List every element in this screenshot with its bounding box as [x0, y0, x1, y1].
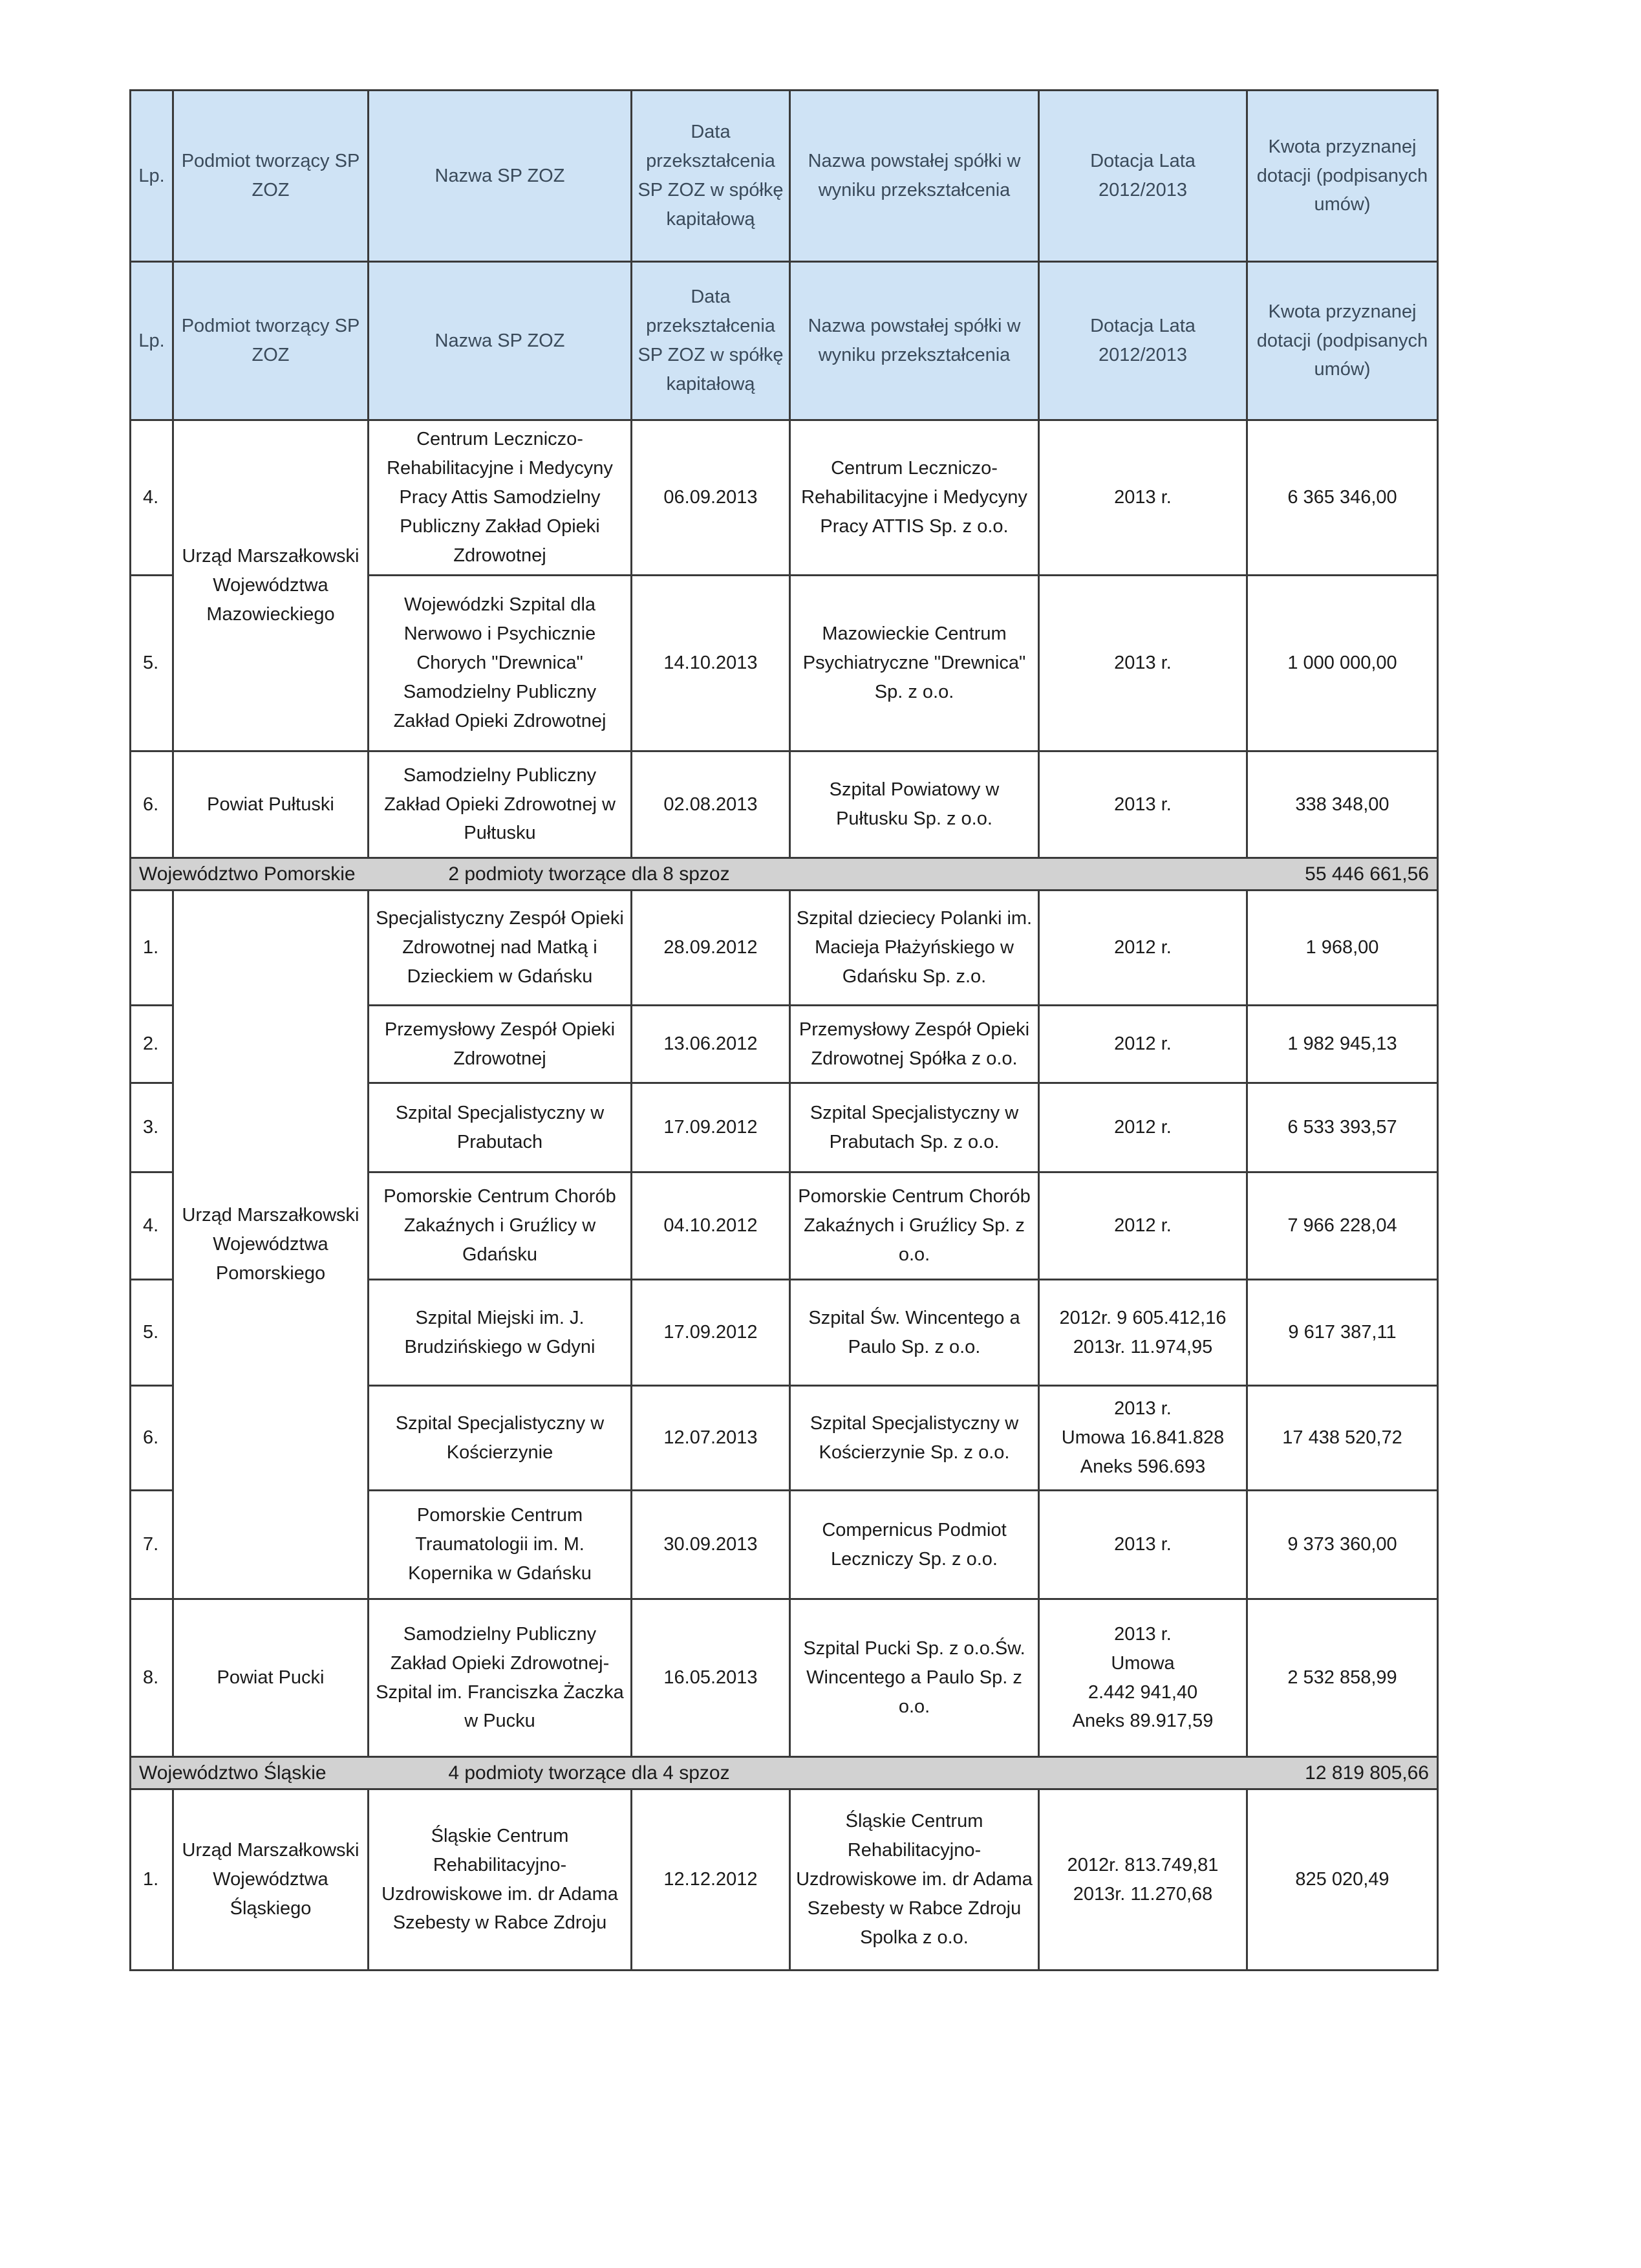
row-dotacja: 2013 r. Umowa 16.841.828 Aneks 596.693 — [1039, 1386, 1247, 1491]
row-nazwa: Centrum Leczniczo-Rehabilitacyjne i Medycyny Pracy Attis Samodzielny Publiczny Zakład Opieki Zdrowotnej — [369, 420, 632, 576]
row-dotacja: 2012 r. — [1039, 1006, 1247, 1083]
row-data: 30.09.2013 — [632, 1491, 790, 1599]
row-kwota: 9 373 360,00 — [1247, 1491, 1438, 1599]
row-kwota: 338 348,00 — [1247, 751, 1438, 858]
row-spolka: Szpital Powiatowy w Pułtusku Sp. z o.o. — [790, 751, 1039, 858]
row-lp: 1. — [131, 1789, 173, 1971]
row-data: 16.05.2013 — [632, 1599, 790, 1757]
header-row — [131, 91, 1438, 262]
row-kwota: 9 617 387,11 — [1247, 1280, 1438, 1386]
row-data: 12.07.2013 — [632, 1386, 790, 1491]
row-nazwa: Szpital Specjalistyczny w Kościerzynie — [369, 1386, 632, 1491]
row-nazwa: Samodzielny Publiczny Zakład Opieki Zdrowotnej w Pułtusku — [369, 751, 632, 858]
header-nazwa: Nazwa SP ZOZ — [369, 91, 632, 262]
row-data: 13.06.2012 — [632, 1006, 790, 1083]
row-organ: Powiat Pułtuski — [173, 751, 369, 858]
row-dotacja: 2013 r. — [1039, 1491, 1247, 1599]
summary-row — [131, 858, 1438, 891]
header-lp: Lp. — [131, 91, 173, 262]
row-data: 17.09.2012 — [632, 1083, 790, 1172]
row-dotacja: 2012r. 813.749,81 2013r. 11.270,68 — [1039, 1789, 1247, 1971]
row-dotacja: 2012 r. — [1039, 891, 1247, 1006]
header-data: Data przekształcenia SP ZOZ w spółkę kapitałową — [632, 91, 790, 262]
header-dotacja: Dotacja Lata 2012/2013 — [1039, 91, 1247, 262]
row-data: 12.12.2012 — [632, 1789, 790, 1971]
dotacje-table — [129, 89, 1439, 1971]
row-lp: 4. — [131, 1172, 173, 1280]
row-spolka: Pomorskie Centrum Chorób Zakaźnych i Gruźlicy Sp. z o.o. — [790, 1172, 1039, 1280]
row-spolka: Szpital Specjalistyczny w Prabutach Sp. z o.o. — [790, 1083, 1039, 1172]
summary-count: 4 podmioty tworzące dla 4 spzoz — [448, 1762, 730, 1784]
summary-cell — [131, 858, 1438, 891]
row-dotacja: 2012 r. — [1039, 1083, 1247, 1172]
row-data: 14.10.2013 — [632, 576, 790, 751]
row-lp: 1. — [131, 891, 173, 1006]
row-kwota: 1 968,00 — [1247, 891, 1438, 1006]
row-organ: Urząd Marszałkowski Województwa Śląskiego — [173, 1789, 369, 1971]
table-row — [131, 420, 1438, 576]
summary-name: Województwo Śląskie — [139, 1762, 327, 1784]
summary-total: 55 446 661,56 — [1305, 863, 1429, 885]
row-dotacja: 2013 r. Umowa 2.442 941,40 Aneks 89.917,59 — [1039, 1599, 1247, 1757]
row-kwota: 17 438 520,72 — [1247, 1386, 1438, 1491]
row-spolka: Szpital dzieciecy Polanki im. Macieja Płażyńskiego w Gdańsku Sp. z.o. — [790, 891, 1039, 1006]
summary-cell — [131, 1757, 1438, 1789]
row-kwota: 6 365 346,00 — [1247, 420, 1438, 576]
row-nazwa: Pomorskie Centrum Traumatologii im. M. Kopernika w Gdańsku — [369, 1491, 632, 1599]
row-dotacja: 2013 r. — [1039, 576, 1247, 751]
summary-count: 2 podmioty tworzące dla 8 spzoz — [448, 863, 730, 885]
row-data: 02.08.2013 — [632, 751, 790, 858]
row-nazwa: Szpital Specjalistyczny w Prabutach — [369, 1083, 632, 1172]
row-dotacja: 2012r. 9 605.412,16 2013r. 11.974,95 — [1039, 1280, 1247, 1386]
header-kwota: Kwota przyznanej dotacji (podpisanych umów) — [1247, 262, 1438, 420]
row-lp: 8. — [131, 1599, 173, 1757]
row-nazwa: Szpital Miejski im. J. Brudzińskiego w Gdyni — [369, 1280, 632, 1386]
row-lp: 5. — [131, 1280, 173, 1386]
row-spolka: Mazowieckie Centrum Psychiatryczne "Drewnica" Sp. z o.o. — [790, 576, 1039, 751]
summary-row — [131, 1757, 1438, 1789]
header-podmiot: Podmiot tworzący SP ZOZ — [173, 91, 369, 262]
row-lp: 3. — [131, 1083, 173, 1172]
row-lp: 2. — [131, 1006, 173, 1083]
row-spolka: Compernicus Podmiot Leczniczy Sp. z o.o. — [790, 1491, 1039, 1599]
row-nazwa: Samodzielny Publiczny Zakład Opieki Zdrowotnej-Szpital im. Franciszka Żaczka w Pucku — [369, 1599, 632, 1757]
header-spolka: Nazwa powstałej spółki w wyniku przekształcenia — [790, 262, 1039, 420]
header-lp: Lp. — [131, 262, 173, 420]
summary-name: Województwo Pomorskie — [139, 863, 356, 885]
row-organ: Urząd Marszałkowski Województwa Pomorskiego — [173, 891, 369, 1599]
row-data: 28.09.2012 — [632, 891, 790, 1006]
row-nazwa: Przemysłowy Zespół Opieki Zdrowotnej — [369, 1006, 632, 1083]
table-row — [131, 891, 1438, 1006]
row-organ: Urząd Marszałkowski Województwa Mazowieckiego — [173, 420, 369, 751]
table-row — [131, 1789, 1438, 1971]
row-nazwa: Wojewódzki Szpital dla Nerwowo i Psychicznie Chorych "Drewnica" Samodzielny Publiczny Zakład Opieki Zdrowotnej — [369, 576, 632, 751]
row-lp: 6. — [131, 1386, 173, 1491]
header-spolka: Nazwa powstałej spółki w wyniku przekształcenia — [790, 91, 1039, 262]
row-organ: Powiat Pucki — [173, 1599, 369, 1757]
row-lp: 7. — [131, 1491, 173, 1599]
row-kwota: 1 982 945,13 — [1247, 1006, 1438, 1083]
header-nazwa: Nazwa SP ZOZ — [369, 262, 632, 420]
row-lp: 4. — [131, 420, 173, 576]
header-kwota: Kwota przyznanej dotacji (podpisanych umów) — [1247, 91, 1438, 262]
table-row — [131, 751, 1438, 858]
row-nazwa: Śląskie Centrum Rehabilitacyjno-Uzdrowiskowe im. dr Adama Szebesty w Rabce Zdroju — [369, 1789, 632, 1971]
row-nazwa: Pomorskie Centrum Chorób Zakaźnych i Gruźlicy w Gdańsku — [369, 1172, 632, 1280]
header-data: Data przekształcenia SP ZOZ w spółkę kapitałową — [632, 262, 790, 420]
table-row — [131, 1599, 1438, 1757]
row-spolka: Centrum Leczniczo-Rehabilitacyjne i Medycyny Pracy ATTIS Sp. z o.o. — [790, 420, 1039, 576]
row-lp: 6. — [131, 751, 173, 858]
row-dotacja: 2013 r. — [1039, 751, 1247, 858]
row-data: 06.09.2013 — [632, 420, 790, 576]
row-kwota: 1 000 000,00 — [1247, 576, 1438, 751]
row-lp: 5. — [131, 576, 173, 751]
row-kwota: 7 966 228,04 — [1247, 1172, 1438, 1280]
row-data: 17.09.2012 — [632, 1280, 790, 1386]
row-dotacja: 2013 r. — [1039, 420, 1247, 576]
row-spolka: Szpital Św. Wincentego a Paulo Sp. z o.o. — [790, 1280, 1039, 1386]
row-spolka: Szpital Specjalistyczny w Kościerzynie Sp. z o.o. — [790, 1386, 1039, 1491]
header-row-repeat — [131, 262, 1438, 420]
row-spolka: Szpital Pucki Sp. z o.o.Św. Wincentego a Paulo Sp. z o.o. — [790, 1599, 1039, 1757]
row-dotacja: 2012 r. — [1039, 1172, 1247, 1280]
row-nazwa: Specjalistyczny Zespół Opieki Zdrowotnej nad Matką i Dzieckiem w Gdańsku — [369, 891, 632, 1006]
row-kwota: 6 533 393,57 — [1247, 1083, 1438, 1172]
row-kwota: 825 020,49 — [1247, 1789, 1438, 1971]
header-dotacja: Dotacja Lata 2012/2013 — [1039, 262, 1247, 420]
row-kwota: 2 532 858,99 — [1247, 1599, 1438, 1757]
row-spolka: Śląskie Centrum Rehabilitacyjno-Uzdrowiskowe im. dr Adama Szebesty w Rabce Zdroju Spolka z o.o. — [790, 1789, 1039, 1971]
summary-total: 12 819 805,66 — [1305, 1762, 1429, 1784]
row-data: 04.10.2012 — [632, 1172, 790, 1280]
header-podmiot: Podmiot tworzący SP ZOZ — [173, 262, 369, 420]
row-spolka: Przemysłowy Zespół Opieki Zdrowotnej Spółka z o.o. — [790, 1006, 1039, 1083]
